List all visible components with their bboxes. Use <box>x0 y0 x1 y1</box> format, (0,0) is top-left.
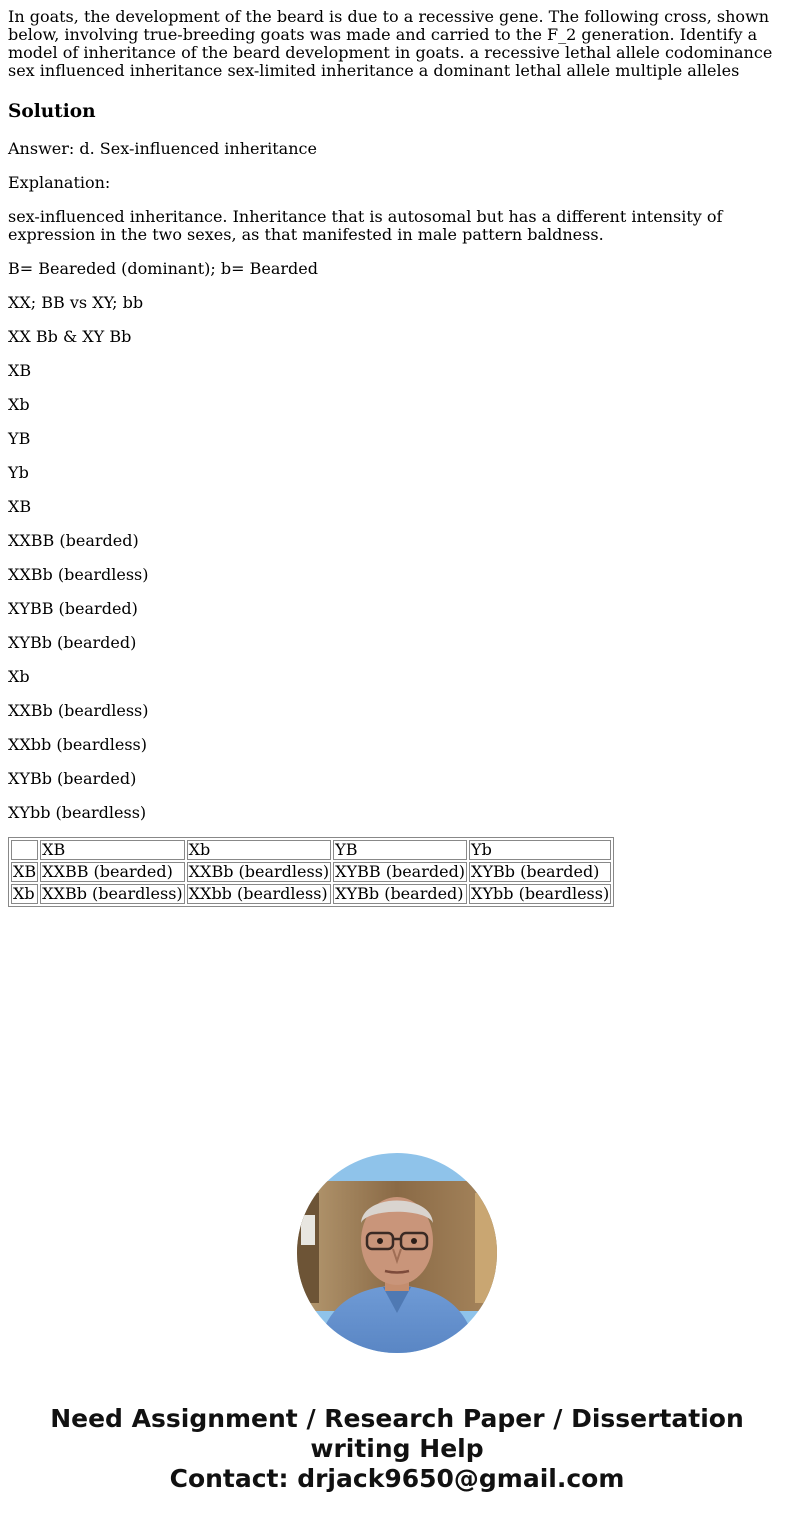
genotype-line: XYbb (beardless) <box>8 803 147 822</box>
answer-line: Answer: d. Sex-influenced inheritance <box>8 139 317 158</box>
question-text: In goats, the development of the beard is due to a recessive gene. The following cross, shown below, involving true-breeding goats was made and carried to the F_2 generation. Identify a model of inheritance of the beard development in goats. a recessive lethal allele codominance sex influenced inheritance sex-limited inheritance a dominant lethal allele multiple alleles <box>8 7 773 80</box>
solution-document <box>8 8 786 907</box>
promo-banner <box>0 1404 794 1494</box>
table-cell: XYBb (bearded) <box>469 862 611 882</box>
explanation-label: Explanation: <box>8 173 111 192</box>
table-cell: XYbb (beardless) <box>471 884 610 903</box>
genotype-line: XXbb (beardless) <box>8 735 147 754</box>
parental-cross: XX; BB vs XY; bb <box>8 293 144 312</box>
promo-contact: Contact: drjack9650@gmail.com <box>169 1464 625 1493</box>
allele-key: B= Beareded (dominant); b= Bearded <box>8 259 318 278</box>
genotype-line: XYBb (bearded) <box>8 769 137 788</box>
gamete-line: Yb <box>8 463 29 482</box>
table-cell: Xb <box>11 884 38 904</box>
table-cell <box>11 840 38 860</box>
promo-line: Need Assignment / Research Paper / Dissertation <box>50 1404 744 1433</box>
genotype-line: XXBb (beardless) <box>8 701 149 720</box>
table-cell: XXbb (beardless) <box>187 884 332 904</box>
f1-cross: XX Bb & XY Bb <box>8 327 132 346</box>
table-cell: YB <box>333 840 467 860</box>
gamete-line: Xb <box>8 667 30 686</box>
table-row <box>11 862 611 882</box>
punnett-square-table <box>8 837 614 907</box>
table-cell: Yb <box>469 840 611 860</box>
gamete-line: XB <box>8 361 32 380</box>
table-header-row <box>11 840 611 860</box>
author-avatar <box>297 1153 497 1353</box>
table-cell: XXBB (bearded) <box>40 862 185 882</box>
explanation-text: sex-influenced inheritance. Inheritance that is autosomal but has a different intensity of expression in the two sexes, as that manifested in male pattern baldness. <box>8 207 723 244</box>
gamete-line: Xb <box>8 395 30 414</box>
solution-heading: Solution <box>8 101 96 122</box>
gamete-line: XB <box>8 497 32 516</box>
genotype-line: XYBb (bearded) <box>8 633 137 652</box>
genotype-line: XXBb (beardless) <box>8 565 149 584</box>
promo-line: writing Help <box>310 1434 484 1463</box>
table-cell: Xb <box>187 840 332 860</box>
table-cell: XXBb (beardless) <box>42 884 183 903</box>
table-cell: XYBB (bearded) <box>335 862 466 881</box>
table-cell: XXBb (beardless) <box>188 862 330 881</box>
genotype-line: XXBB (bearded) <box>8 531 139 550</box>
table-cell: XB <box>40 840 185 860</box>
table-row <box>11 884 611 904</box>
genotype-line: XYBB (bearded) <box>8 599 138 618</box>
author-portrait-image <box>297 1153 497 1353</box>
gamete-line: YB <box>8 429 31 448</box>
table-cell: XB <box>13 862 37 881</box>
table-cell: XYBb (bearded) <box>333 884 467 904</box>
